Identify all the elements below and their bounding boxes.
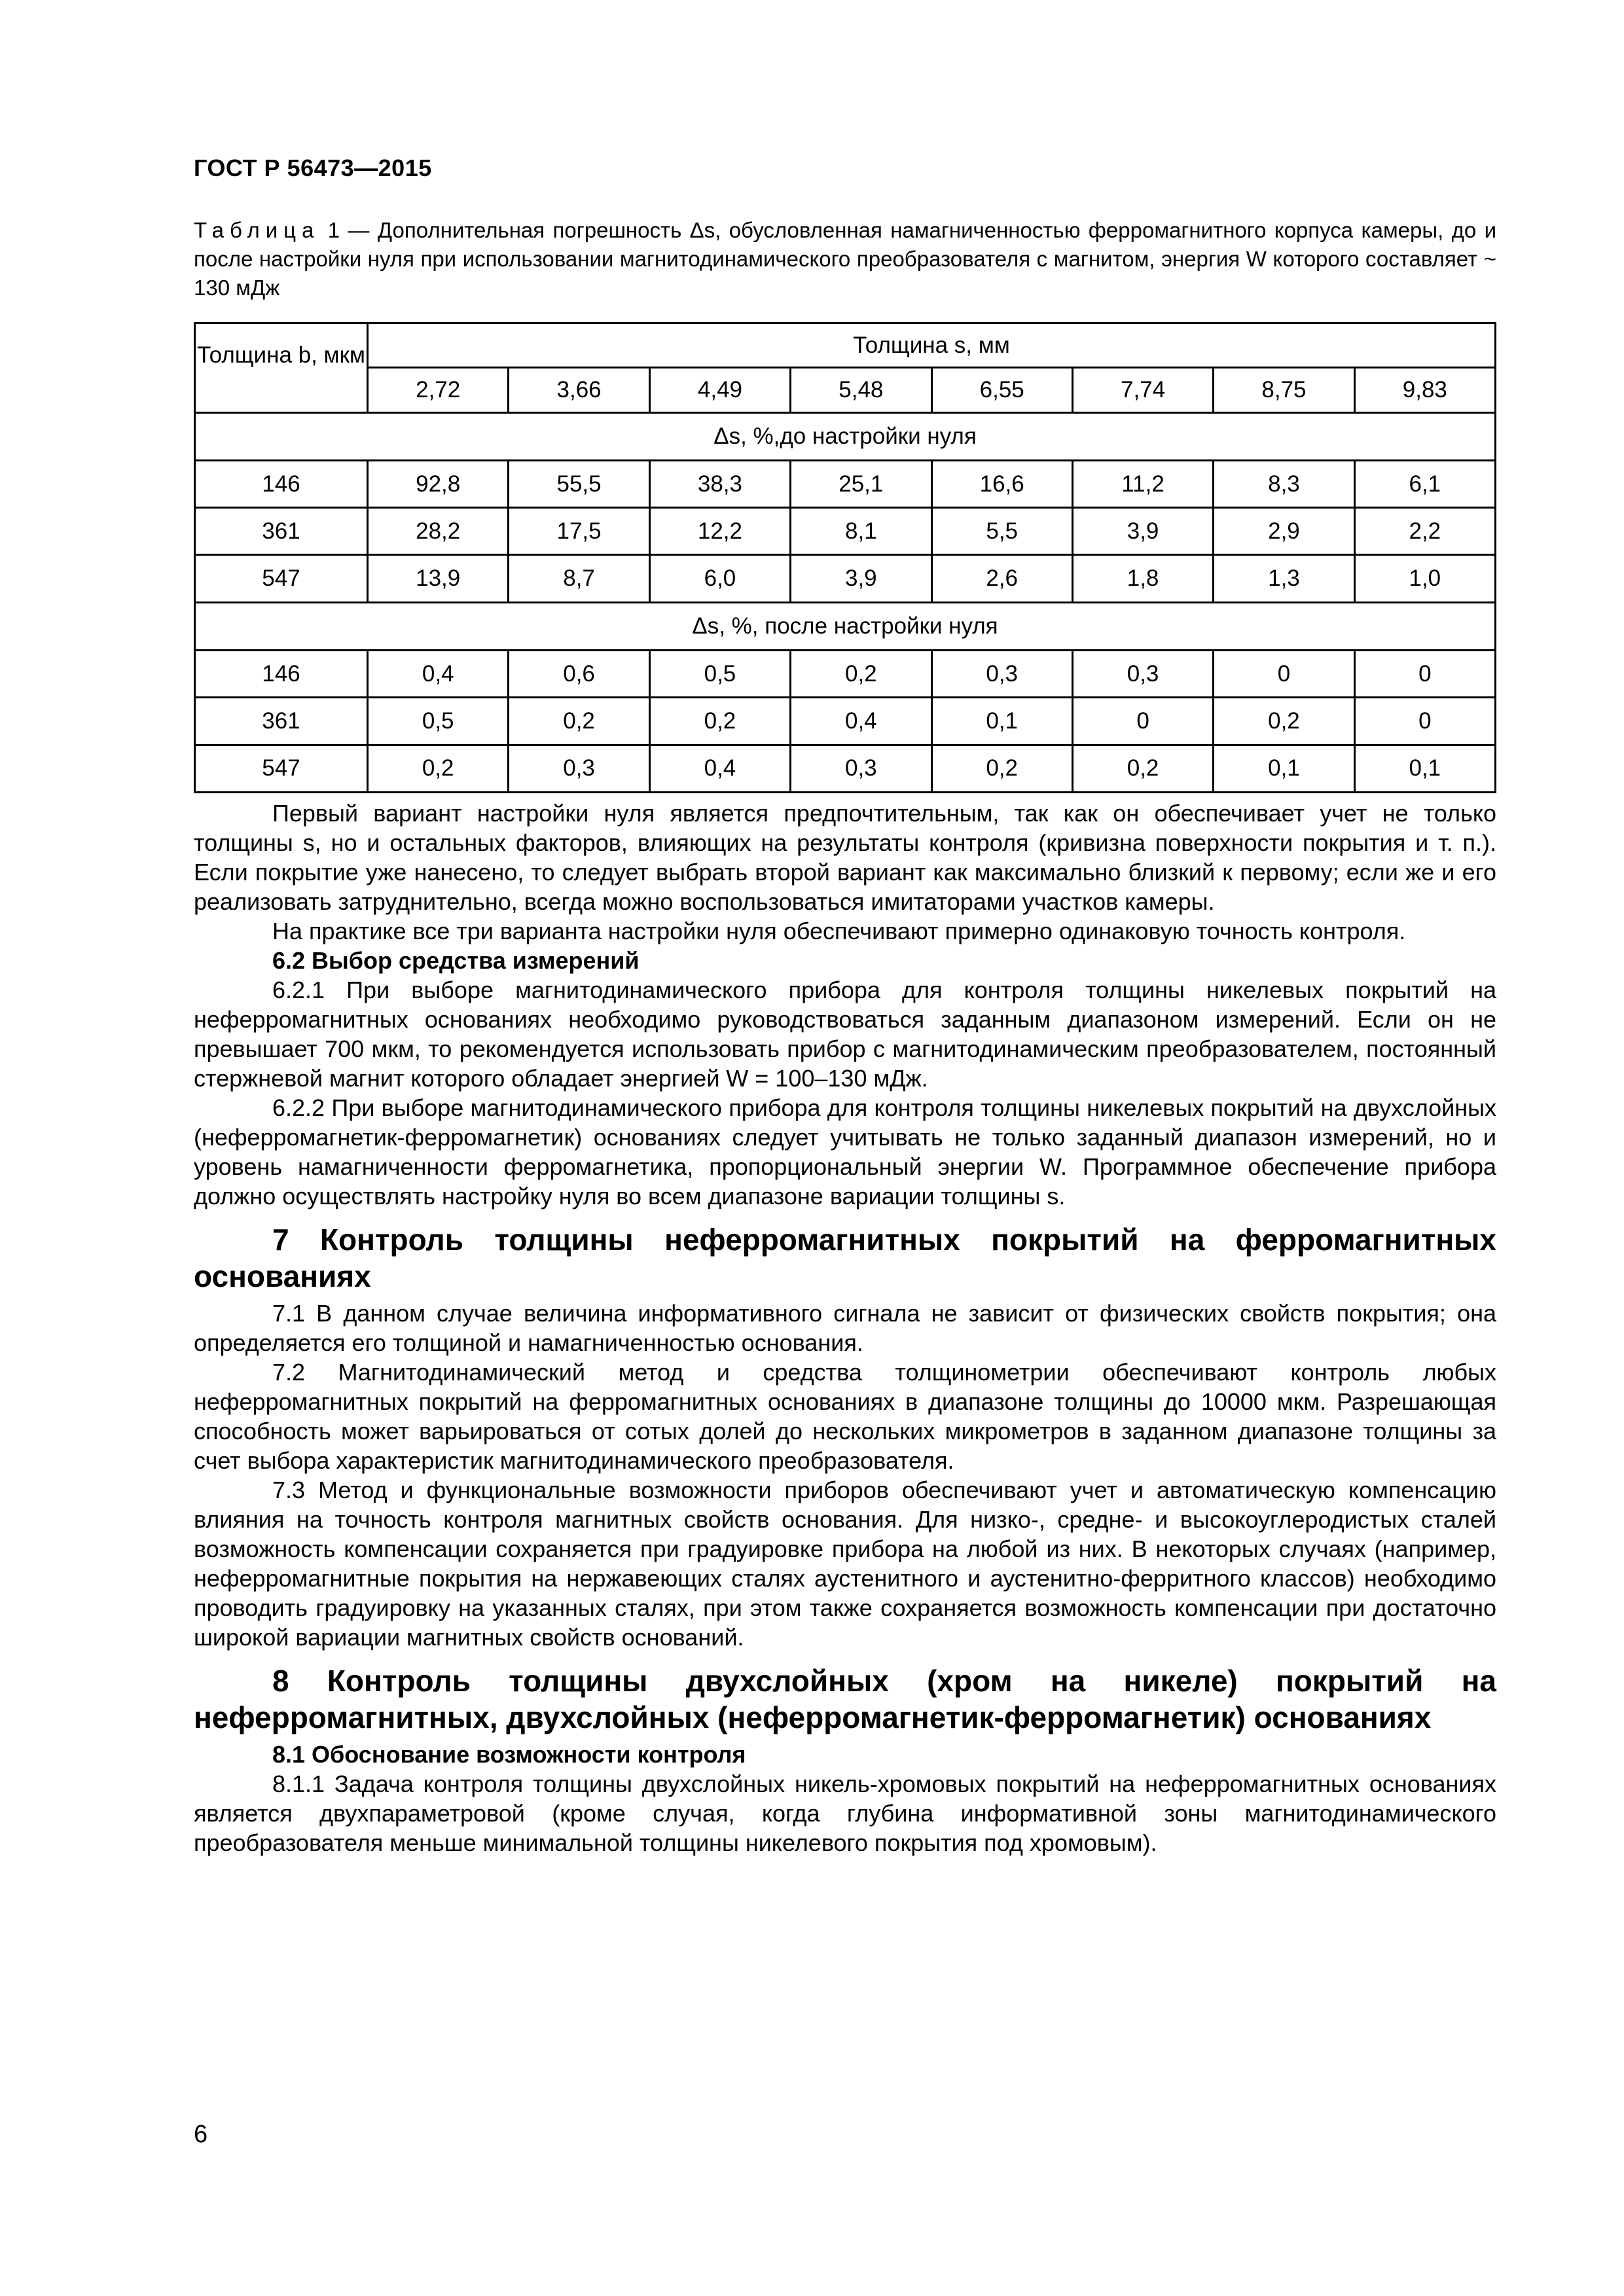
col-header-cell: 9,83 xyxy=(1354,368,1495,412)
value-cell: 1,3 xyxy=(1214,555,1354,602)
value-cell: 0,6 xyxy=(509,651,649,698)
table-row xyxy=(195,555,1496,602)
value-cell: 0,1 xyxy=(1214,745,1354,792)
row-label-cell: 547 xyxy=(195,555,368,602)
value-cell: 0,2 xyxy=(509,698,649,745)
col-header-cell: 2,72 xyxy=(368,368,509,412)
value-cell: 0,1 xyxy=(1354,745,1495,792)
table-row xyxy=(195,698,1496,745)
paragraph: 7.3 Метод и функциональные возможности приборов обеспечивают учет и автоматическую компенсацию влияния на точность контроля магнитных свойств основания. Для низко-, средне- и высокоуглеродистых сталей возможность компенсации сохраняется при градуировке прибора на любой из них. В некоторых случаях (например, неферромагнитные покрытия на нержавеющих сталях аустенитного и аустенитно-ферритного классов) необходимо проводить градуировку на указанных сталях, при этом также сохраняется возможность компенсации при достаточно широкой вариации магнитных свойств оснований. xyxy=(194,1477,1496,1651)
value-cell: 2,9 xyxy=(1214,508,1354,555)
value-cell: 0,5 xyxy=(649,651,790,698)
value-cell: 0,2 xyxy=(368,745,509,792)
value-cell: 0 xyxy=(1072,698,1213,745)
table-row xyxy=(195,508,1496,555)
col-header-cell: 4,49 xyxy=(649,368,790,412)
row-label-cell: 547 xyxy=(195,745,368,792)
col-header-cell: 8,75 xyxy=(1214,368,1354,412)
value-cell: 0,2 xyxy=(1214,698,1354,745)
section-heading: 8 Контроль толщины двухслойных (хром на никеле) покрытий на неферромагнитных, двухслойных (неферромагнетик-ферромагнетик) основаниях xyxy=(194,1664,1496,1734)
col-header-cell: 3,66 xyxy=(509,368,649,412)
value-cell: 0,2 xyxy=(791,651,931,698)
table-caption-word: Таблица xyxy=(194,218,320,242)
value-cell: 0,4 xyxy=(791,698,931,745)
value-cell: 0,3 xyxy=(1072,651,1213,698)
standard-header: ГОСТ Р 56473—2015 xyxy=(194,154,432,181)
value-cell: 0 xyxy=(1354,698,1495,745)
value-cell: 1,8 xyxy=(1072,555,1213,602)
value-cell: 38,3 xyxy=(649,460,790,507)
value-cell: 3,9 xyxy=(1072,508,1213,555)
paragraph: 7.1 В данном случае величина информативного сигнала не зависит от физических свойств покрытия; она определяется его толщиной и намагниченностью основания. xyxy=(194,1300,1496,1356)
col-header-cell: 7,74 xyxy=(1072,368,1213,412)
table-row xyxy=(195,651,1496,698)
subsection-heading: 8.1 Обоснование возможности контроля xyxy=(272,1741,746,1768)
col-header-cell: 6,55 xyxy=(931,368,1072,412)
value-cell: 2,2 xyxy=(1354,508,1495,555)
page-number: 6 xyxy=(194,2121,208,2148)
section-row xyxy=(195,602,1496,650)
value-cell: 17,5 xyxy=(509,508,649,555)
value-cell: 2,6 xyxy=(931,555,1072,602)
value-cell: 0,4 xyxy=(368,651,509,698)
value-cell: 8,7 xyxy=(509,555,649,602)
paragraph: На практике все три варианта настройки нуля обеспечивают примерно одинаковую точность контроля. xyxy=(272,918,1406,944)
value-cell: 0,3 xyxy=(931,651,1072,698)
data-table xyxy=(194,322,1496,793)
paragraph: 8.1.1 Задача контроля толщины двухслойных никель-хромовых покрытий на неферромагнитных основаниях является двухпараметровой (кроме случая, когда глубина информативной зоны магнитодинамического преобразователя меньше минимальной толщины никелевого покрытия под хромовым). xyxy=(194,1770,1496,1856)
value-cell: 16,6 xyxy=(931,460,1072,507)
paragraph: 7.2 Магнитодинамический метод и средства толщинометрии обеспечивают контроль любых неферромагнитных покрытий на ферромагнитных основаниях в диапазоне толщины до 10000 мкм. Разрешающая способность может варьироваться от сотых долей до нескольких микрометров в заданном диапазоне толщины за счет выбора характеристик магнитодинамического преобразователя. xyxy=(194,1359,1496,1474)
value-cell: 55,5 xyxy=(509,460,649,507)
value-cell: 0,3 xyxy=(791,745,931,792)
value-cell: 5,5 xyxy=(931,508,1072,555)
value-cell: 8,3 xyxy=(1214,460,1354,507)
col-group-header-cell: Толщина s, мм xyxy=(368,323,1496,368)
paragraph: 6.2.2 При выборе магнитодинамического прибора для контроля толщины никелевых покрытий на двухслойных (неферромагнетик-ферромагнетик) основаниях следует учитывать не только заданный диапазон измерений, но и уровень намагниченности ферромагнетика, пропорциональный энергии W. Программное обеспечение прибора должно осуществлять настройку нуля во всем диапазоне вариации толщины s. xyxy=(194,1094,1496,1210)
value-cell: 0 xyxy=(1354,651,1495,698)
body-text xyxy=(194,798,1496,1857)
table-row xyxy=(195,745,1496,792)
value-cell: 13,9 xyxy=(368,555,509,602)
value-cell: 0 xyxy=(1214,651,1354,698)
table-caption xyxy=(194,216,1496,302)
value-cell: 0,5 xyxy=(368,698,509,745)
value-cell: 3,9 xyxy=(791,555,931,602)
value-cell: 0,2 xyxy=(1072,745,1213,792)
row-label-cell: 361 xyxy=(195,698,368,745)
row-label-cell: 146 xyxy=(195,460,368,507)
value-cell: 25,1 xyxy=(791,460,931,507)
section-heading: 7 Контроль толщины неферромагнитных покрытий на ферромагнитных основаниях xyxy=(194,1223,1496,1293)
row-header-cell: Толщина b, мкм xyxy=(195,323,368,413)
table-caption-text: 1 — Дополнительная погрешность Δs, обусловленная намагниченностью ферромагнитного корпуса камеры, до и после настройки нуля при использовании магнитодинамического преобразователя с магнитом, энергия W которого составляет ~ 130 мДж xyxy=(194,218,1496,300)
row-label-cell: 146 xyxy=(195,651,368,698)
row-label-cell: 361 xyxy=(195,508,368,555)
value-cell: 11,2 xyxy=(1072,460,1213,507)
table-row xyxy=(195,460,1496,507)
value-cell: 0,3 xyxy=(509,745,649,792)
col-header-cell: 5,48 xyxy=(791,368,931,412)
value-cell: 1,0 xyxy=(1354,555,1495,602)
value-cell: 0,2 xyxy=(649,698,790,745)
value-cell: 12,2 xyxy=(649,508,790,555)
value-cell: 6,0 xyxy=(649,555,790,602)
section-row xyxy=(195,412,1496,460)
value-cell: 0,2 xyxy=(931,745,1072,792)
section-title-before: Δs, %,до настройки нуля xyxy=(195,412,1496,460)
paragraph: 6.2.1 При выборе магнитодинамического прибора для контроля толщины никелевых покрытий на неферромагнитных основаниях необходимо руководствоваться заданным диапазоном измерений. Если он не превышает 700 мкм, то рекомендуется использовать прибор с магнитодинамическим преобразователем, постоянный стержневой магнит которого обладает энергией W = 100–130 мДж. xyxy=(194,977,1496,1092)
subsection-heading: 6.2 Выбор средства измерений xyxy=(272,947,640,974)
value-cell: 28,2 xyxy=(368,508,509,555)
value-cell: 92,8 xyxy=(368,460,509,507)
section-title-after: Δs, %, после настройки нуля xyxy=(195,602,1496,650)
value-cell: 0,4 xyxy=(649,745,790,792)
value-cell: 0,1 xyxy=(931,698,1072,745)
value-cell: 8,1 xyxy=(791,508,931,555)
value-cell: 6,1 xyxy=(1354,460,1495,507)
paragraph: Первый вариант настройки нуля является предпочтительным, так как он обеспечивает учет не только толщины s, но и остальных факторов, влияющих на результаты контроля (кривизна поверхности покрытия и т. п.). Если покрытие уже нанесено, то следует выбрать второй вариант как максимально близкий к первому; если же и его реализовать затруднительно, всегда можно воспользоваться имитаторами участков камеры. xyxy=(194,800,1496,915)
